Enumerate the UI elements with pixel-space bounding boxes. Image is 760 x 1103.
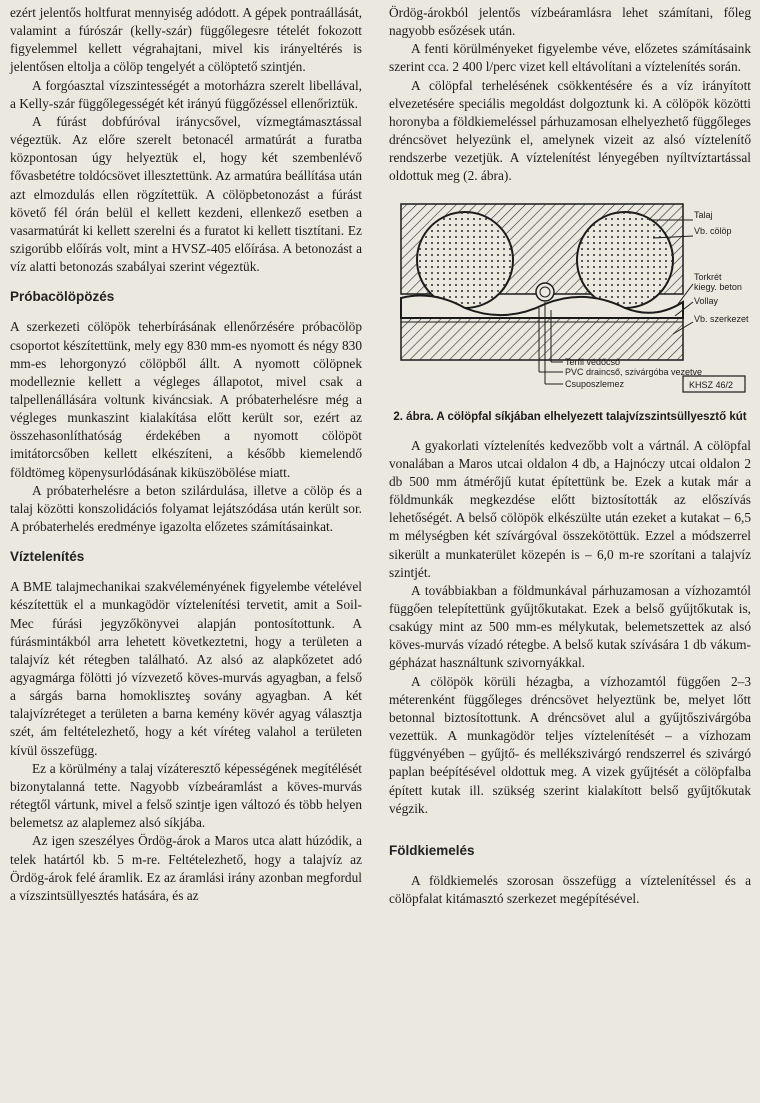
label-vb-colop: Vb. cölöp [694, 225, 732, 236]
paragraph: Az igen szeszélyes Ördög-árok a Maros utca alatt húzódik, a telek határtól kb. 5 m-re. Feltételezhető, hogy a talajvíz az Ördög-árok felé áramlik. Ez az áramlási irány azonban megfordul a vízszintsüllyesztés hatására, és az [10, 833, 362, 903]
paragraph: A szerkezeti cölöpök teherbírásának ellenőrzésére próbacölöp csoportot készítettünk, mely egy 830 mm-es nyomott és négy 830 mm-es lehorgonyzó cölöpből állt. A nyomott cölöpnek modelleznie kellett a végleges állapotot, mivel csak a talpellenállására voltunk kiváncsiak. A próbaterhelésre még a végleges munkaszint kialakítása előtt került sor, ezért az összehasonlíthatóság érdekében a nyomott cölöpöt imitátorcsőben kellett elkészíteni, a később kiemelendő földtömeg köpenysurlódásának kiküszöbölése miatt. [10, 319, 362, 480]
label-torkret: Torkrét [694, 271, 722, 282]
figure-2-diagram [393, 198, 749, 408]
paragraph: A cölöpfal terhelésének csökkentésére és a víz irányított elvezetésére speciális megoldást dolgoztunk ki. A cölöpök közötti horonyba a földkiemeléssel párhuzamosan elhelyezhető függőleges dréncsövet helyezünk el, amelynek vizeit az alsó víztelenítő rendszerbe vezetjük. A víztelenítést lényegében nyíltvíztartással oldottuk meg (2. ábra). [389, 77, 751, 184]
section-heading: Próbacölöpözés [10, 289, 115, 305]
label-vb-szerkezet: Vb. szerkezet [694, 313, 749, 324]
label-csuposzlemez: Csuposzlemez [565, 378, 625, 389]
label-talaj: Talaj [694, 209, 713, 220]
paragraph: A gyakorlati víztelenítés kedvezőbb volt a vártnál. A cölöpfal vonalában a Maros utcai oldalon 4 db, a Hajnóczy utcai oldalon 2 db 500 mm átmérőjű kutat építettünk be. Ezek a kutak már a földmunkák megkezdése előtt biztosították az előszívás lehetőségét. A belső cölöpök elkészülte után ezeket a kutakat – 6,5 m mélységben két szívárgóval összekötöttük. Ezzel a módszerrel sikerült a munkaterület közepén is – 6,0 m-re szorítani a talajvíz szintjét. [389, 437, 751, 580]
paragraph: A fúrást dobfúróval iránycsővel, vízmegtámasztással végeztük. Az előre szerelt betonacél armatúrát a furatba központosan úgy helyeztük el, hogy két szembenlévő fővasbetétre toldócsövet illesztettünk. Az armatúra beállítása után azt elmozdulás ellen rögzítettük. A cölöpbetonozást a fúrást követő fél órán belül el kellett kezdeni, ellenkező esetben a vasarmatúrát ki kellett szerelni és a furatot ki kellett tisztítani. Ez szigorúbb előírás volt, mint a HVSZ-405 előírása. A betonozást a víz alatti betonozás szabályai szerint végeztük. [10, 113, 362, 275]
right-column [389, 4, 751, 908]
paragraph: A földkiemelés szorosan összefügg a víztelenítéssel és a cölöpfalat kitámasztó szerkezet megépítésével. [389, 872, 751, 906]
paragraph: A próbaterhelésre a beton szilárdulása, illetve a cölöp és a talaj közötti konszolidációs folyamat lejátszódása után került sor. A próbaterhelés eredménye igazolta előzetes számításainkat. [10, 482, 362, 535]
paragraph: A cölöpök körüli hézagba, a vízhozamtól függően 2–3 méterenként függőleges dréncsövet helyeztünk be, melyet lőtt betonnal biztosítottunk. A dréncsövet alul a gyűjtőszivárgóba vezettük. A munkagödör teljes víztelenítését – a vízhozam függvényében – gyűjtő- és mellékszivárgó rendszerrel és szivárgó paplan beépítésével oldottuk meg. A vizek gyűjtését a cölöpfalba épített kutak ill. szükség szerint kialakított belső gyűjtőkutak végzik. [389, 673, 751, 816]
section-heading: Földkiemelés [389, 842, 475, 858]
paragraph: Ördög-árokból jelentős vízbeáramlásra lehet számítani, főleg nagyobb esőzések után. [389, 5, 751, 39]
paragraph: A BME talajmechanikai szakvéleményének figyelembe vételével készítettük el a munkagödör víztelenítési tervetit, amit a Soil-Mec fúrási jegyzőkönyvei alapján pontosítottunk. A fúrásmintákból arra lehetett következtetni, hogy a területen a talajvíz két rétegben található. Az alsó az alapkőzetet adó agyagmárga fölötti jó vízvezető köves-murvás agyagban, a felső a sárgás barna homokliszteş sovány agyagban. A két talajvízréteget a területen a barna kemény kövér agyag választja szét, ám feltételezhető, hogy a két víréteg valahol a területen kívül összefügg. [10, 579, 362, 758]
label-pvc-drain: PVC draincső, szivárgóba vezetve [565, 366, 703, 377]
paragraph: ezért jelentős holtfurat mennyiség adódott. A gépek pontraállását, valamint a fúrószár (kelly-szár) függőlegesre tételét fokozott figyelemmel kellett végrahajtani, mivel kis irányeltérés is jelentősen eltolja a cölöp tengelyét a cölöptető szintjén. [10, 5, 362, 75]
figure-code: KHSZ 46/2 [689, 379, 734, 390]
figure-caption: 2. ábra. A cölöpfal síkjában elhelyezett talajvízszintsüllyesztő kút [393, 410, 747, 423]
drain-pipe [536, 283, 554, 301]
section-heading: Víztelenítés [10, 549, 85, 565]
label-terfil: Terfil védőcső [565, 356, 621, 367]
paragraph: Ez a körülmény a talaj vízáteresztő képességének megítélését bizonytalanná tette. Nagyobb vízbeáramlást a köves-murvás rétegtől vártunk, mivel a felső szintje igen változó és több helyen belemetsz az alaplemez alsó síkjába. [10, 760, 362, 831]
paragraph: A forgóasztal vízszintességét a motorházra szerelt libellával, a Kelly-szár függőlegességét két irányú függőzéssel ellenőriztük. [10, 77, 362, 111]
paragraph: A továbbiakban a földmunkával párhuzamosan a vízhozamtól függően telepítettünk gyűjtőkutakat. Ezek a belső gyűjtőkutak is, csakúgy mint az 500 mm-es mélykutak, belemetszettek az alsó köves-murvás vízadó rétegbe. A belső kutak szívására 1 db vákum-gépházat használtunk szivornyákkal. [389, 582, 751, 671]
label-vollay: Vollay [694, 295, 719, 306]
pile-wall-section-drawing [393, 198, 749, 408]
label-kiegy-beton: kiegy. beton [694, 281, 742, 292]
left-column [10, 4, 362, 905]
rc-structure [401, 318, 683, 360]
paragraph: A fenti körülményeket figyelembe véve, előzetes számításaink szerint cca. 2 400 l/perc vizet kell eltávolítani a víztelenítés során. [389, 41, 751, 75]
